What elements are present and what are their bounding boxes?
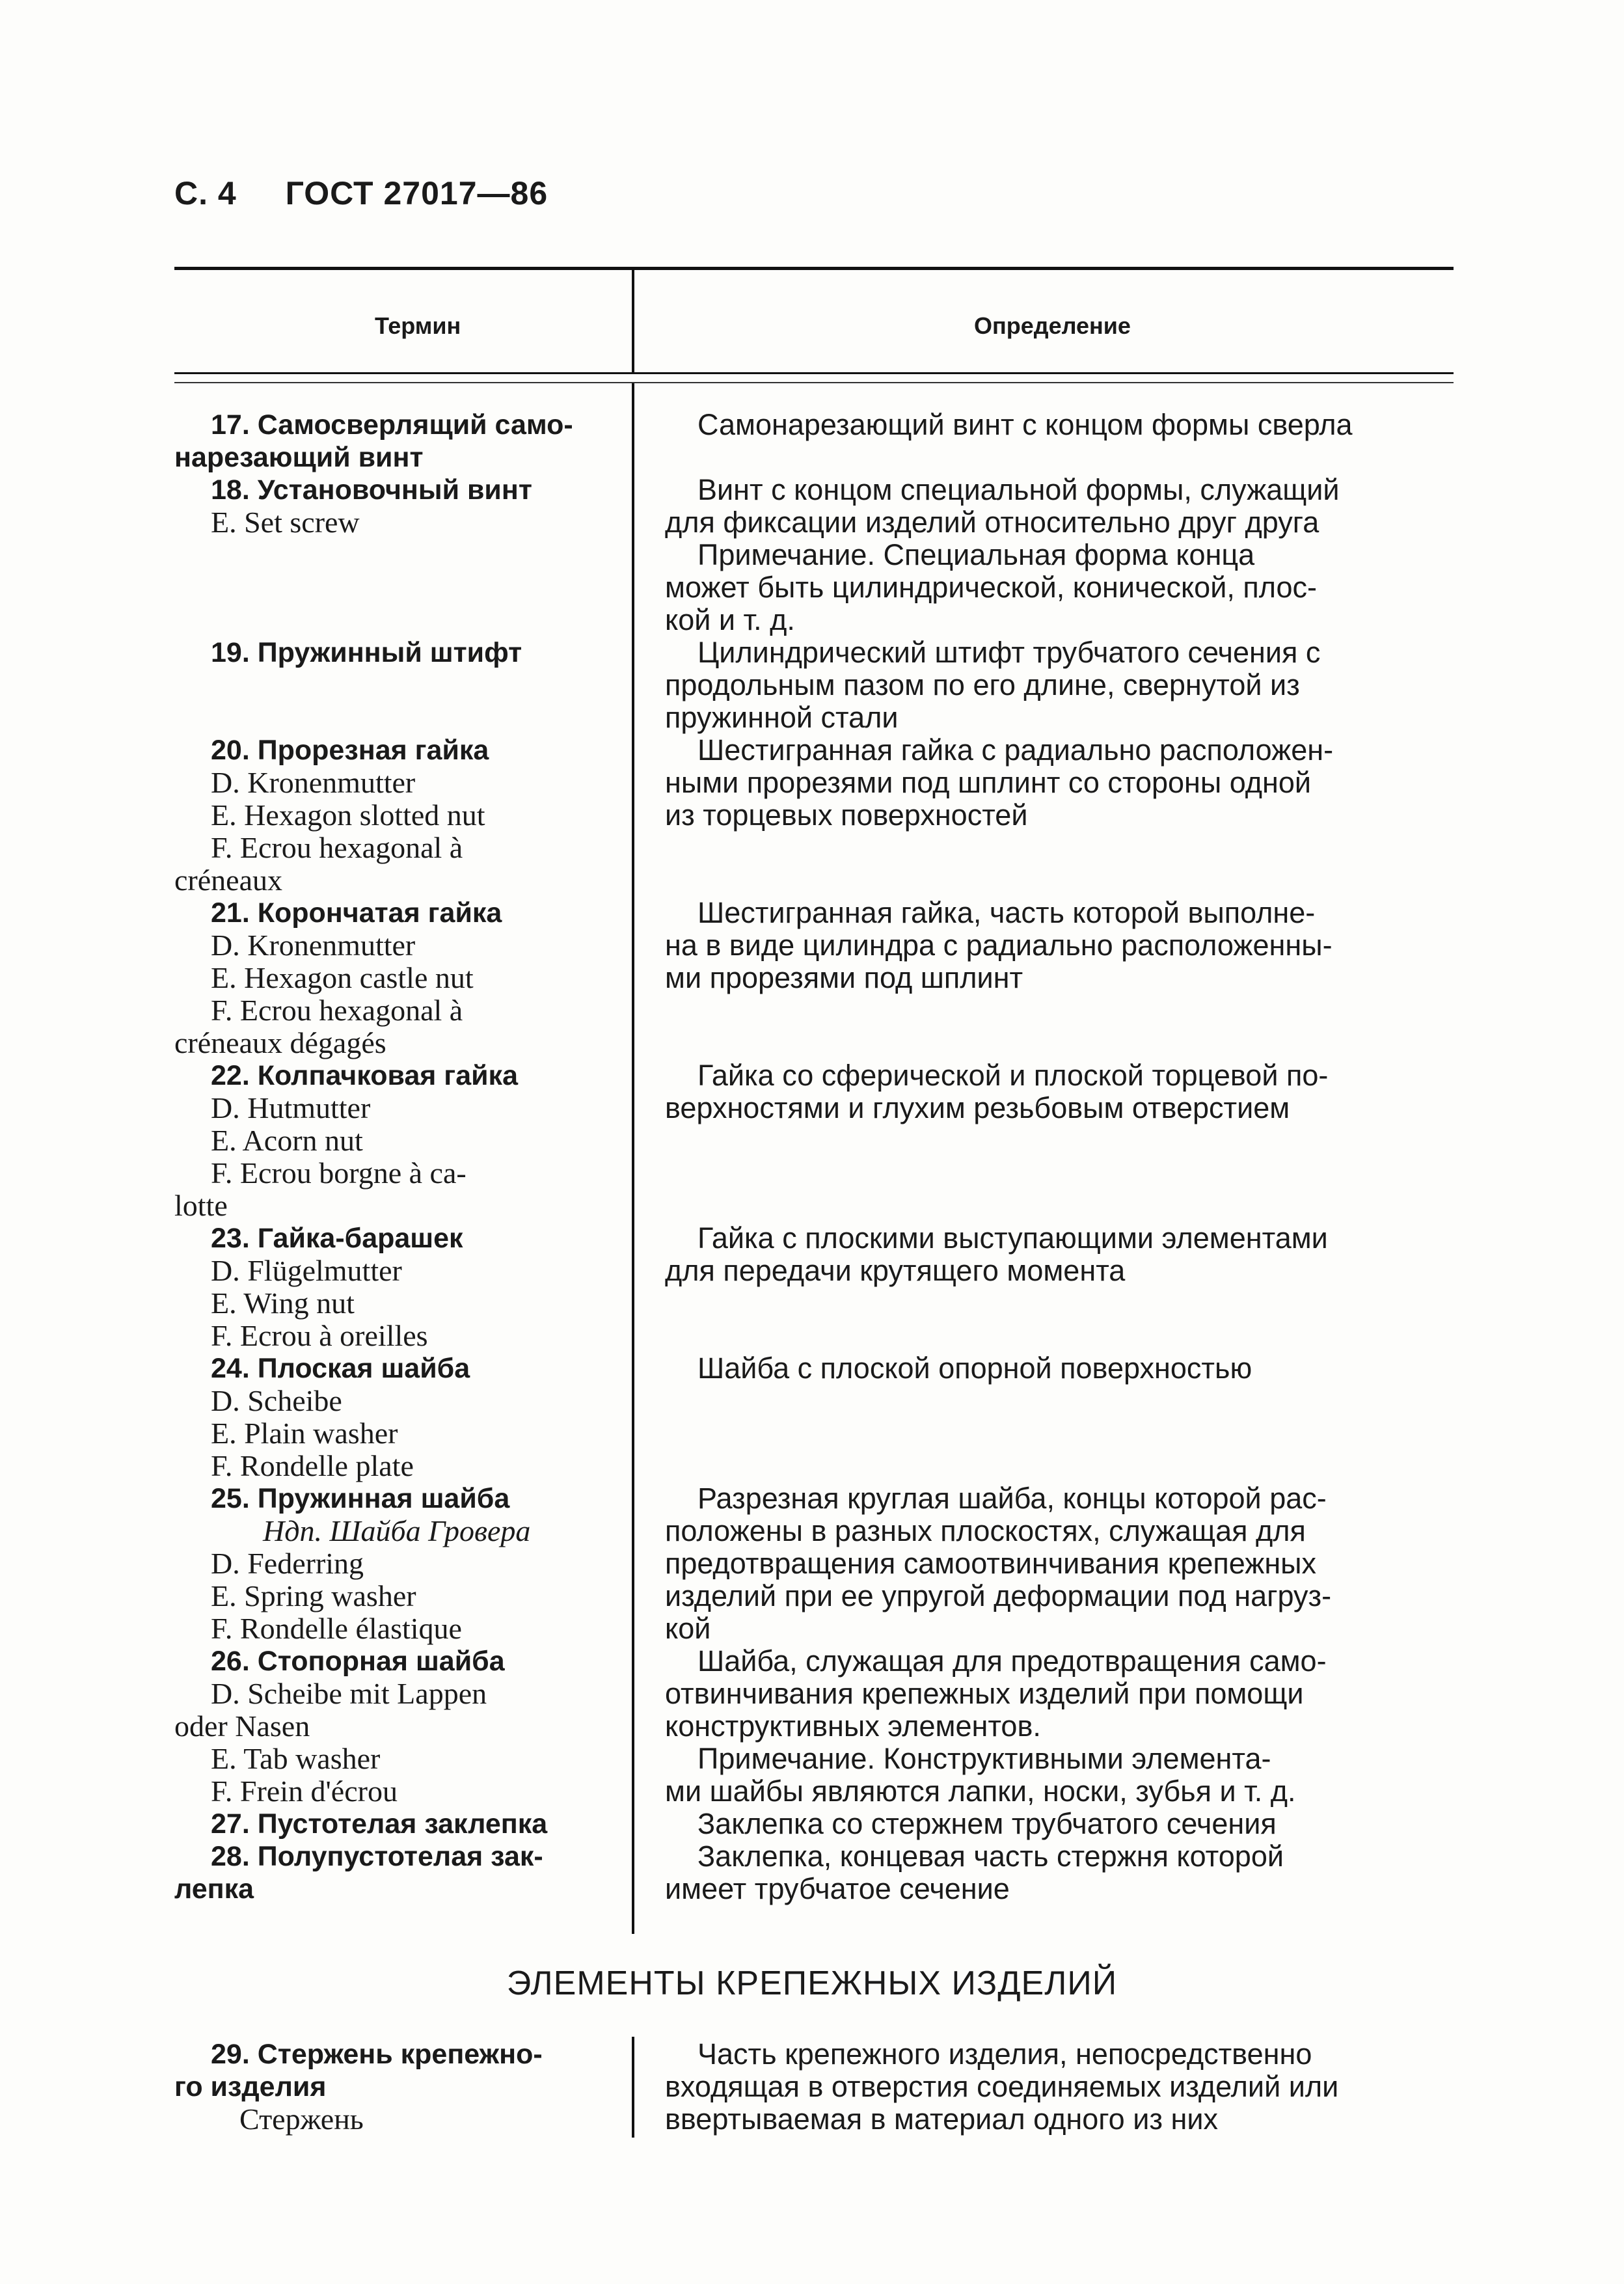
definition-line: для передачи крутящего момента — [665, 1254, 1126, 1287]
definition-29 — [665, 2038, 1454, 2136]
term-line: D. Scheibe mit Lappen — [211, 1677, 487, 1710]
term-line: 18. Установочный винт — [211, 474, 532, 506]
term-line: 19. Пружинный штифт — [211, 637, 522, 668]
term-line: E. Hexagon slotted nut — [211, 798, 485, 832]
term-line: 17. Самосверлящий само- — [211, 409, 573, 441]
definition-line: Часть крепежного изделия, непосредственно — [697, 2037, 1312, 2071]
term-29 — [174, 2038, 614, 2136]
section-title: ЭЛЕМЕНТЫ КРЕПЕЖНЫХ ИЗДЕЛИЙ — [506, 1965, 1118, 2002]
definition-20 — [665, 734, 1454, 832]
term-22 — [174, 1059, 614, 1222]
definition-line: Заклепка, концевая часть стержня которой — [697, 1840, 1284, 1873]
column-divider — [632, 270, 634, 373]
term-line: D. Kronenmutter — [211, 766, 416, 799]
term-line: E. Plain washer — [211, 1417, 398, 1450]
term-19 — [174, 636, 614, 669]
term-line: D. Flügelmutter — [211, 1254, 402, 1287]
term-24 — [174, 1352, 614, 1482]
definition-line: верхностями и глухим резьбовым отверстием — [665, 1091, 1290, 1124]
standard-designation: ГОСТ 27017—86 — [285, 175, 548, 211]
definition-line: Винт с концом специальной формы, служащий — [697, 473, 1340, 506]
definition-line: кой — [665, 1612, 711, 1645]
definition-line: пружинной стали — [665, 701, 899, 734]
term-27 — [174, 1808, 614, 1840]
header-rule — [174, 372, 1454, 374]
definition-line: Шестигранная гайка, часть которой выполне- — [697, 896, 1316, 929]
definition-line: Гайка со сферической и плоской торцевой по- — [697, 1059, 1329, 1092]
definition-line: изделий при ее упругой деформации под нагруз- — [665, 1579, 1332, 1612]
definition-line: из торцевых поверхностей — [665, 798, 1028, 832]
term-20 — [174, 734, 614, 897]
column-header-term: Термин — [375, 312, 461, 339]
term-line: F. Ecrou à oreilles — [211, 1319, 428, 1352]
page-number: С. 4 — [174, 175, 237, 211]
term-line: 22. Колпачковая гайка — [211, 1060, 518, 1091]
definition-line: предотвращения самоотвинчивания крепежных — [665, 1547, 1317, 1580]
definition-line: положены в разных плоскостях, служащая для — [665, 1514, 1306, 1547]
definition-line: Самонарезающий винт с концом формы сверла — [697, 408, 1353, 441]
term-26 — [174, 1645, 614, 1808]
term-25 — [174, 1482, 614, 1645]
term-line: 28. Полупустотелая зак- — [211, 1841, 543, 1872]
definition-line: конструктивных элементов. — [665, 1709, 1041, 1743]
term-line: F. Frein d'écrou — [211, 1774, 398, 1808]
term-21 — [174, 897, 614, 1059]
definition-22 — [665, 1059, 1454, 1124]
term-line: E. Hexagon castle nut — [211, 961, 474, 994]
term-line: oder Nasen — [174, 1709, 310, 1743]
definition-line: продольным пазом по его длине, свернутой из — [665, 668, 1300, 701]
term-line: 27. Пустотелая заклепка — [211, 1808, 548, 1840]
definition-line: ными прорезями под шплинт со стороны одной — [665, 766, 1312, 799]
definition-line: Гайка с плоскими выступающими элементами — [697, 1221, 1328, 1255]
definition-23 — [665, 1222, 1454, 1287]
definition-line: Цилиндрический штифт трубчатого сечения с — [697, 636, 1321, 669]
column-divider — [632, 2037, 634, 2138]
definition-line: Шайба с плоской опорной поверхностью — [697, 1352, 1252, 1385]
term-line: F. Ecrou hexagonal à — [211, 994, 463, 1027]
term-line: créneaux dégagés — [174, 1026, 386, 1059]
term-28 — [174, 1840, 614, 1905]
definition-line: имеет трубчатое сечение — [665, 1872, 1010, 1905]
definition-line: входящая в отверстия соединяемых изделий или — [665, 2070, 1339, 2103]
term-line: F. Rondelle élastique — [211, 1612, 462, 1645]
definition-25 — [665, 1482, 1454, 1645]
term-line: E. Wing nut — [211, 1286, 355, 1320]
definition-18 — [665, 474, 1454, 636]
definition-note: Примечание. Специальная форма конца — [697, 538, 1255, 571]
definition-line: кой и т. д. — [665, 603, 795, 636]
term-line: F. Ecrou borgne à ca- — [211, 1156, 467, 1190]
term-line: 29. Стержень крепежно- — [211, 2039, 543, 2070]
term-line: E. Spring washer — [211, 1579, 416, 1612]
definition-24 — [665, 1352, 1454, 1385]
term-line-deprecated: Ндп. Шайба Гровера — [263, 1514, 531, 1547]
definition-line: отвинчивания крепежных изделий при помощи — [665, 1677, 1304, 1710]
column-divider — [632, 383, 634, 1934]
header-rule-thin — [174, 382, 1454, 383]
term-line: го изделия — [174, 2071, 327, 2102]
term-line: 21. Корончатая гайка — [211, 897, 502, 929]
definition-19 — [665, 636, 1454, 734]
term-line: D. Hutmutter — [211, 1091, 371, 1124]
definition-note: Примечание. Конструктивными элемента- — [697, 1742, 1271, 1775]
definition-line: Заклепка со стержнем трубчатого сечения — [697, 1807, 1277, 1840]
definition-line: ми прорезями под шплинт — [665, 961, 1023, 994]
term-line: нарезающий винт — [174, 442, 424, 473]
term-line: D. Kronenmutter — [211, 929, 416, 962]
definition-26 — [665, 1645, 1454, 1808]
column-header-definition: Определение — [974, 312, 1131, 339]
page-header — [174, 174, 587, 212]
term-line: lotte — [174, 1189, 228, 1222]
term-line: 25. Пружинная шайба — [211, 1483, 510, 1514]
term-line: E. Acorn nut — [211, 1124, 363, 1157]
term-line: D. Federring — [211, 1547, 364, 1580]
definition-line: Шестигранная гайка с радиально расположен- — [697, 733, 1334, 767]
term-line: 24. Плоская шайба — [211, 1353, 470, 1384]
term-line: 26. Стопорная шайба — [211, 1646, 505, 1677]
definition-27 — [665, 1808, 1454, 1840]
definition-line: ввертываемая в материал одного из них — [665, 2102, 1218, 2136]
term-line: créneaux — [174, 863, 282, 897]
definition-28 — [665, 1840, 1454, 1905]
definition-21 — [665, 897, 1454, 994]
term-18 — [174, 474, 614, 539]
definition-line: на в виде цилиндра с радиально расположенны- — [665, 929, 1333, 962]
term-17 — [174, 409, 614, 474]
definition-17 — [665, 409, 1454, 441]
term-line: лепка — [174, 1873, 254, 1905]
term-line: Стержень — [239, 2102, 364, 2136]
definition-line: ми шайбы являются лапки, носки, зубья и т. д. — [665, 1774, 1296, 1808]
term-23 — [174, 1222, 614, 1352]
term-line: F. Ecrou hexagonal à — [211, 831, 463, 864]
table-top-rule — [174, 267, 1454, 270]
term-line: E. Set screw — [211, 506, 360, 539]
term-line: F. Rondelle plate — [211, 1449, 414, 1482]
term-line: 20. Прорезная гайка — [211, 735, 489, 766]
term-line: D. Scheibe — [211, 1384, 342, 1417]
term-line: 23. Гайка-барашек — [211, 1223, 463, 1254]
definition-line: для фиксации изделий относительно друг друга — [665, 506, 1320, 539]
definition-line: может быть цилиндрической, конической, плос- — [665, 571, 1317, 604]
definition-line: Разрезная круглая шайба, концы которой рас- — [697, 1482, 1327, 1515]
term-line: E. Tab washer — [211, 1742, 381, 1775]
definition-line: Шайба, служащая для предотвращения само- — [697, 1644, 1327, 1678]
